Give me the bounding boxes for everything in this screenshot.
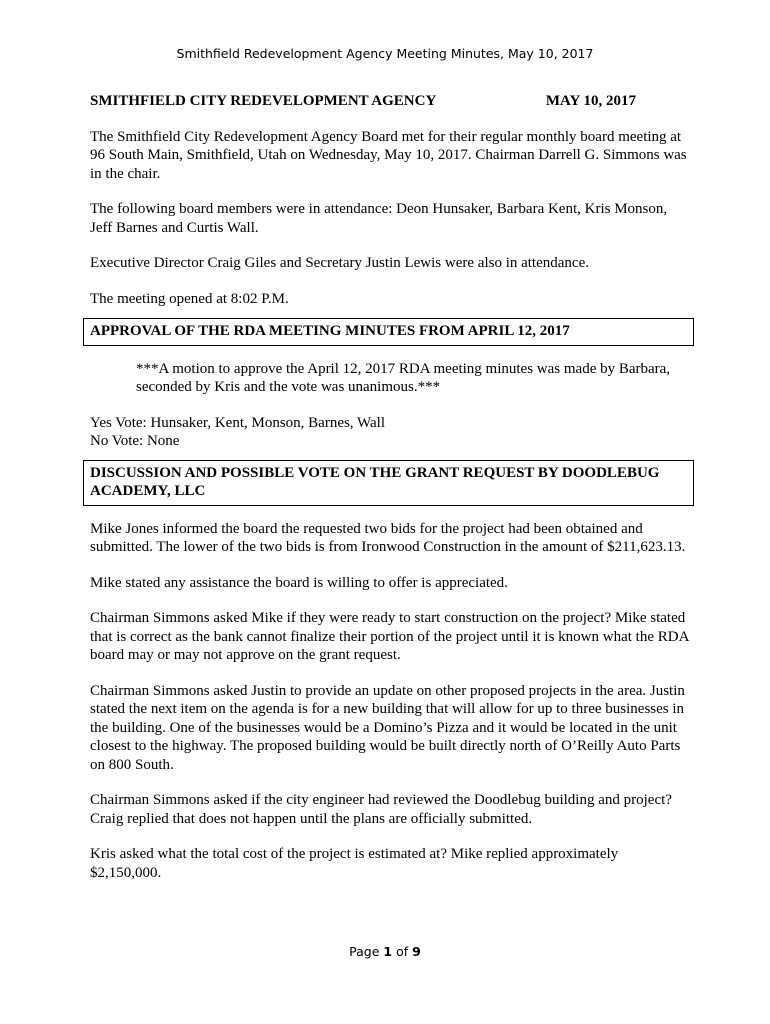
- section-heading-approval: APPROVAL OF THE RDA MEETING MINUTES FROM APRIL 12, 2017: [83, 318, 694, 346]
- document-body: [90, 92, 690, 882]
- yes-vote: Yes Vote: Hunsaker, Kent, Monson, Barnes, Wall: [90, 414, 385, 431]
- running-header: Smithfield Redevelopment Agency Meeting Minutes, May 10, 2017: [176, 46, 594, 61]
- intro-paragraph: The Smithfield City Redevelopment Agency Board met for their regular monthly board meeting at 96 South Main, Smithfield, Utah on Wednesday, May 10, 2017. Chairman Darrell G. Simmons was in the chair.: [90, 128, 687, 182]
- discussion-paragraph: Chairman Simmons asked Mike if they were ready to start construction on the project? Mike stated that is correct as the bank cannot finalize their portion of the project until it is known what the RDA board may or may not approve on the grant request.: [90, 610, 689, 663]
- page-number: 1: [383, 944, 393, 959]
- discussion-paragraph: Chairman Simmons asked if the city engineer had reviewed the Doodlebug building and project? Craig replied that does not happen until the plans are officially submitted.: [90, 792, 672, 827]
- staff-paragraph: Executive Director Craig Giles and Secretary Justin Lewis were also in attendance.: [90, 255, 589, 271]
- page-word: Page: [349, 944, 380, 959]
- meeting-date: MAY 10, 2017: [545, 93, 636, 109]
- of-word: of: [396, 944, 409, 959]
- discussion-paragraph: Mike stated any assistance the board is willing to offer is appreciated.: [90, 574, 508, 591]
- document-title-row: [90, 92, 690, 111]
- discussion-paragraph: Mike Jones informed the board the requested two bids for the project had been obtained and submitted. The lower of the two bids is from Ironwood Construction in the amount of $211,623.13.: [90, 520, 686, 555]
- discussion-paragraph: Kris asked what the total cost of the project is estimated at? Mike replied approximately $2,150,000.: [90, 846, 619, 881]
- page-footer: [0, 944, 770, 959]
- motion-paragraph: ***A motion to approve the April 12, 2017 RDA meeting minutes was made by Barbara, seconded by Kris and the vote was unanimous.***: [136, 360, 671, 395]
- attendance-paragraph: The following board members were in attendance: Deon Hunsaker, Barbara Kent, Kris Monson, Jeff Barnes and Curtis Wall.: [90, 201, 668, 236]
- no-vote: No Vote: None: [90, 433, 180, 449]
- opening-paragraph: The meeting opened at 8:02 P.M.: [90, 290, 289, 307]
- page-total: 9: [412, 944, 421, 959]
- section-heading-grant: DISCUSSION AND POSSIBLE VOTE ON THE GRANT REQUEST BY DOODLEBUG ACADEMY, LLC: [83, 460, 694, 506]
- organization-title: SMITHFIELD CITY REDEVELOPMENT AGENCY: [90, 93, 437, 109]
- discussion-paragraph: Chairman Simmons asked Justin to provide an update on other proposed projects in the area. Justin stated the next item on the agenda is for a new building that will allow for up to three businesses in the building. One of the businesses would be a Domino’s Pizza and it would be located in the unit closest to the highway. The proposed building would be built directly north of O’Reilly Auto Parts on 800 South.: [90, 682, 685, 773]
